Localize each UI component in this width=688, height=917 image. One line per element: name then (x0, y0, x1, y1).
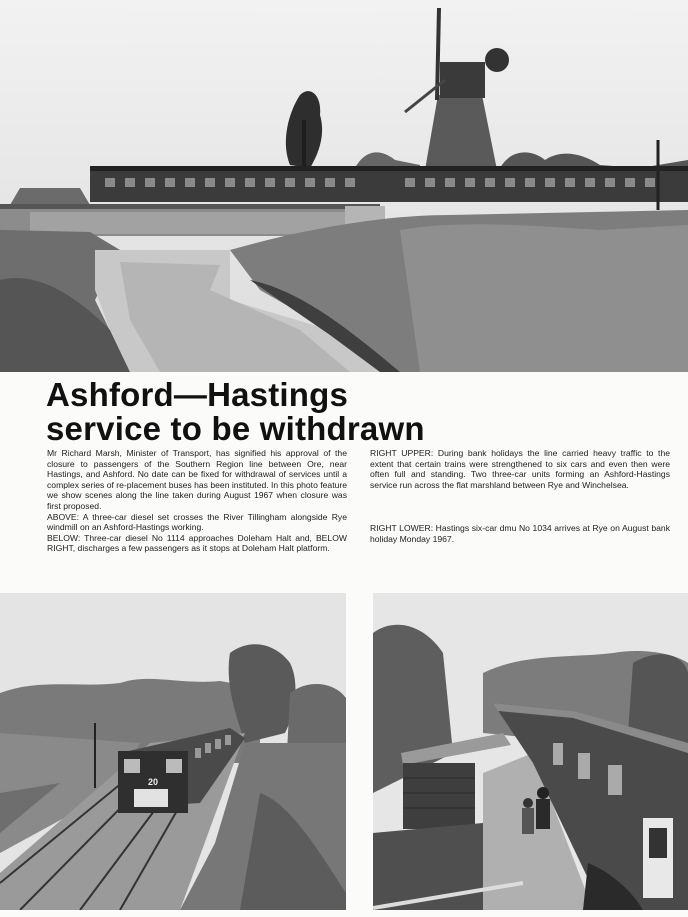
photo-doleham-approach (0, 593, 346, 910)
caption-right-upper: RIGHT UPPER: During bank holidays the line carried heavy traffic to the extent that certain trains were strengthened to six cars and even then were often full and standing. Two three-car units forming an Ashford-Hastings service run across the flat marshland between Rye and Winchelsea. (370, 448, 670, 490)
headline-line-1: Ashford—Hastings (46, 376, 349, 413)
caption-below: BELOW: Three-car diesel No 1114 approaches Doleham Halt and, BELOW RIGHT, discharges a few passengers as it stops at Doleham Halt platform. (47, 532, 347, 554)
headline-line-2: service to be withdrawn (46, 410, 425, 447)
intro-paragraph: Mr Richard Marsh, Minister of Transport, has signified his approval of the closure to passengers of the Southern Region line between Ore, near Hastings, and Ashford. No date can be fixed for withdrawal of services until a complex series of re-placement buses has been instituted. In this photo feature we show scenes along the line taken during August 1967 when closure was first proposed. (47, 448, 347, 511)
left-text-column (47, 448, 347, 554)
photo-rye-windmill-bridge (0, 0, 688, 372)
right-text-column (370, 448, 670, 545)
article-headline (46, 378, 646, 446)
caption-above: ABOVE: A three-car diesel set crosses the River Tillingham alongside Rye windmill on an Ashford-Hastings working. (47, 511, 347, 533)
photo-doleham-platform (373, 593, 688, 910)
page-bottom-margin (0, 910, 688, 917)
caption-right-lower: RIGHT LOWER: Hastings six-car dmu No 1034 arrives at Rye on August bank holiday Monday 1967. (370, 523, 670, 544)
train-headcode: 20 (147, 777, 159, 787)
